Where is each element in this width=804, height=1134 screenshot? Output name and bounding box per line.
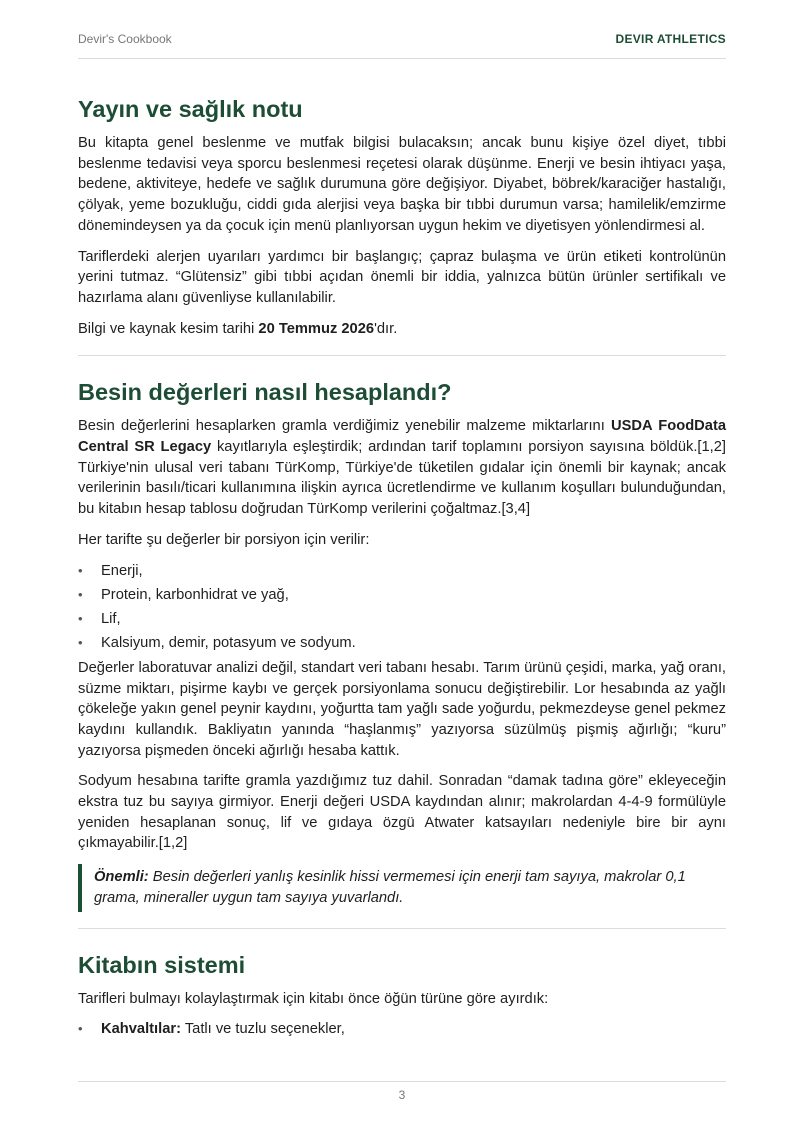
section-book-system (78, 951, 726, 1040)
list-item-text: Protein, karbonhidrat ve yağ, (101, 586, 289, 603)
paragraph: Her tarifte şu değerler bir porsiyon için verilir: (78, 531, 370, 548)
text-run: Bilgi ve kaynak kesim tarihi (78, 320, 259, 337)
bullet-icon: • (78, 562, 83, 578)
important-callout (78, 864, 726, 911)
section-divider (78, 928, 726, 929)
text-run: 'dır. (374, 320, 398, 337)
list-item-text: Kalsiyum, demir, potasyum ve sodyum. (101, 635, 356, 652)
text-run: kayıtlarıyla eşleştirdik; ardından tarif toplamını porsiyon sayısına böldük.[1,2] Türkiye'nin ulusal veri tabanı TürKomp, Türkiye'de tüketilen gıdalar için önemli bir kaynak; ancak verilerinin basılı/ticari kullanımına ilişkin ayrıca ücretlendirme ve kullanım koşulları bulunduğundan, bu kitabın hesap tablosu doğrudan TürKomp verilerini çoğaltmaz.[3,4] (78, 439, 726, 518)
book-title: Devir's Cookbook (78, 32, 172, 46)
meal-type-list (78, 1019, 726, 1040)
footer-rule (78, 1081, 726, 1082)
paragraph (78, 416, 726, 520)
section-publication-health-note (78, 95, 726, 339)
bullet-icon: • (78, 1021, 83, 1037)
bullet-icon: • (78, 586, 83, 602)
section-title: Besin değerleri nasıl hesaplandı? (78, 379, 452, 406)
brand-name: DEVIR ATHLETICS (615, 32, 726, 46)
nutrient-list (78, 561, 726, 654)
list-item (78, 585, 726, 606)
running-header (78, 0, 726, 59)
section-title: Kitabın sistemi (78, 951, 246, 978)
database-name: USDA FoodData Central SR Legacy (78, 418, 727, 456)
list-item (78, 561, 726, 582)
paragraph: Değerler laboratuvar analizi değil, standart veri tabanı hesabı. Tarım ürünü çeşidi, marka, yağ oranı, süzme miktarı, pişirme kaybı ve gerçek porsiyonlama sonucu değiştirebilir. Lor hesabında az yağlı çökeleğe yakın genel peynir kaydını, yoğurtta tam yağlı sade yoğurdu, pekmezdeyse genel pekmez kaydını kullandık. Bakliyatın yanında “haşlanmış” yazıyorsa süzülmüş pişmiş ağırlığı; “kuru” yazıyorsa pişmeden önceki ağırlığı hesaba kattık. (78, 659, 726, 759)
paragraph: Bu kitapta genel beslenme ve mutfak bilgisi bulacaksın; ancak bunu kişiye özel diyet, tıbbi beslenme tedavisi veya sporcu beslenmesi reçetesi olarak düşünme. Enerji ve besin ihtiyacı yaşa, bedene, aktiviteye, hedefe ve sağlık durumuna göre değişiyor. Diyabet, böbrek/karaciğer hastalığı, çölyak, yeme bozukluğu, ciddi gıda alerjisi veya başka bir tıbbi durumun varsa; hamilelik/emzirme dönemindeysen ya da çocuk için menü planlıyorsan uygun hekim ve diyetisyen yönlendirmesi al. (78, 135, 726, 234)
page-number: 3 (398, 1088, 406, 1102)
section-nutrition-calculation (78, 378, 726, 911)
section-divider (78, 355, 726, 356)
list-item-text: Tatlı ve tuzlu seçenekler, (181, 1021, 345, 1038)
list-item (78, 633, 726, 654)
bullet-icon: • (78, 635, 83, 651)
section-title: Yayın ve sağlık notu (78, 96, 303, 122)
paragraph: Tariflerdeki alerjen uyarıları yardımcı bir başlangıç; çapraz bulaşma ve ürün etiketi kontrolünün yerini tutmaz. “Glütensiz” gibi tıbbi açıdan önemli bir iddia, yalnızca bütün ürünler sertifikalı ve hazırlama alanı güvenliyse kullanılabilir. (78, 248, 726, 306)
cutoff-date: 20 Temmuz 2026 (258, 320, 375, 337)
callout-text: Besin değerleri yanlış kesinlik hissi vermemesi için enerji tam sayıya, makrolar 0,1 grama, mineraller uygun tam sayıya yuvarlandı. (94, 869, 686, 906)
cutoff-date-paragraph (78, 319, 726, 340)
list-item-text: Lif, (101, 610, 121, 627)
list-item-label: Kahvaltılar: (101, 1021, 181, 1038)
text-run: Besin değerlerini hesaplarken gramla verdiğimiz yenebilir malzeme miktarlarını (78, 418, 611, 435)
callout-label: Önemli: (94, 869, 149, 886)
paragraph: Tarifleri bulmayı kolaylaştırmak için kitabı önce öğün türüne göre ayırdık: (78, 990, 549, 1007)
paragraph: Sodyum hesabına tarifte gramla yazdığımız tuz dahil. Sonradan “damak tadına göre” ekleyeceğin ekstra tuz bu sayıya girmiyor. Enerji değeri USDA kaydından alınır; makrolardan 4-4-9 formülüyle yeniden hesaplanan sonuç, lif ve gıdaya özgü Atwater katsayıları nedeniyle bire bir aynı çıkmayabilir.[1,2] (78, 773, 726, 852)
list-item (78, 609, 726, 630)
bullet-icon: • (78, 610, 83, 626)
list-item-text: Enerji, (101, 562, 143, 579)
list-item (78, 1019, 726, 1040)
